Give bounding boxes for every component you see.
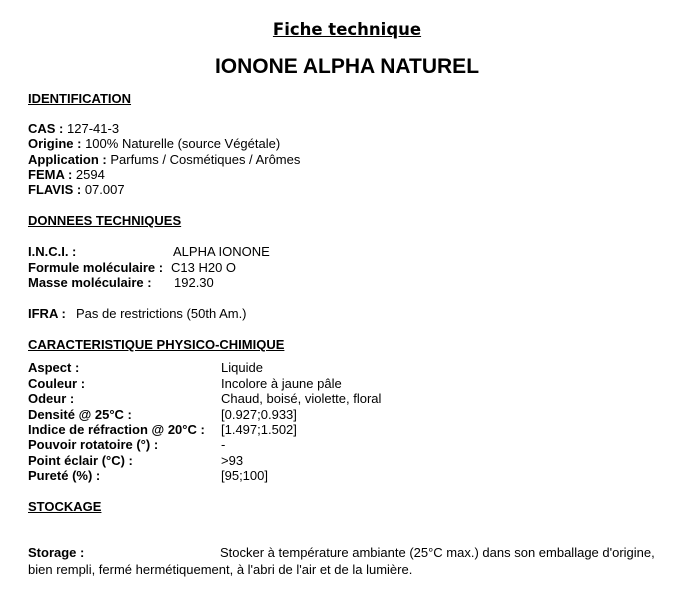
storage-text-line2: bien rempli, fermé hermétiquement, à l'abri de l'air et de la lumière. [28, 562, 413, 577]
section-heading-identification: IDENTIFICATION [28, 91, 132, 106]
field-label: Origine : [28, 136, 82, 151]
field-label-formule: Formule moléculaire : [28, 260, 164, 275]
field-value-inci: ALPHA IONONE [173, 244, 270, 259]
section-heading-stockage: STOCKAGE [28, 499, 102, 514]
field-label: CAS : [28, 121, 64, 136]
document-label: Fiche technique [272, 20, 422, 39]
field-value-couleur: Incolore à jaune pâle [221, 376, 342, 391]
field-value-formule: C13 H20 O [171, 260, 237, 275]
section-heading-donnees-techniques: DONNEES TECHNIQUES [28, 213, 182, 228]
field-value: Parfums / Cosmétiques / Arômes [110, 152, 301, 167]
field-label-inci: I.N.C.I. : [28, 244, 77, 259]
field-label-aspect: Aspect : [28, 360, 80, 375]
field-label-pouvoir-rotatoire: Pouvoir rotatoire (°) : [28, 437, 159, 452]
field-value-densite: [0.927;0.933] [221, 407, 297, 422]
field-fema [28, 167, 105, 182]
field-value-purete: [95;100] [221, 468, 268, 483]
field-value-indice-refraction: [1.497;1.502] [221, 422, 297, 437]
field-value-masse: 192.30 [174, 275, 214, 290]
field-label-couleur: Couleur : [28, 376, 86, 391]
field-value-pouvoir-rotatoire: - [221, 437, 226, 452]
storage-text-line1: Stocker à température ambiante (25°C max.) dans son emballage d'origine, [220, 545, 655, 560]
field-value: 07.007 [84, 182, 125, 197]
field-label-storage: Storage : [28, 545, 85, 560]
field-label-ifra: IFRA : [28, 306, 66, 321]
field-value: 100% Naturelle (source Végétale) [85, 136, 281, 151]
field-value-odeur: Chaud, boisé, violette, floral [221, 391, 382, 406]
field-label-odeur: Odeur : [28, 391, 75, 406]
field-cas [28, 121, 119, 136]
field-origine [28, 136, 280, 151]
section-heading-caracteristiques: CARACTERISTIQUE PHYSICO-CHIMIQUE [28, 337, 285, 352]
product-title: IONONE ALPHA NATUREL [214, 55, 480, 78]
field-label: FEMA : [28, 167, 73, 182]
field-label-purete: Pureté (%) : [28, 468, 101, 483]
field-value: 127-41-3 [67, 121, 120, 136]
field-label: FLAVIS : [28, 182, 82, 197]
field-value: 2594 [75, 167, 105, 182]
field-value-ifra: Pas de restrictions (50th Am.) [76, 306, 247, 321]
field-label-point-eclair: Point éclair (°C) : [28, 453, 133, 468]
field-value-point-eclair: >93 [221, 453, 244, 468]
field-flavis [28, 182, 125, 197]
field-label-masse: Masse moléculaire : [28, 275, 152, 290]
field-label-indice-refraction: Indice de réfraction @ 20°C : [28, 422, 205, 437]
field-value-aspect: Liquide [221, 360, 263, 375]
field-application [28, 152, 300, 167]
field-label: Application : [28, 152, 107, 167]
field-label-densite: Densité @ 25°C : [28, 407, 132, 422]
